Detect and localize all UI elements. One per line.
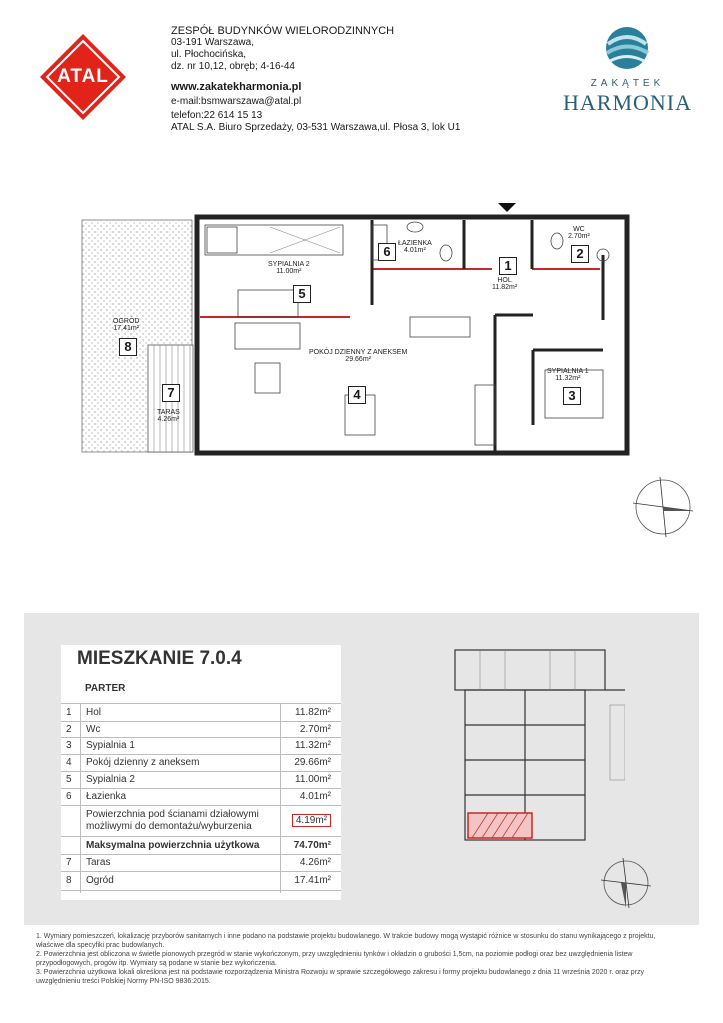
room-number-8: 8: [119, 338, 137, 356]
floor-label: PARTER: [85, 683, 126, 694]
room-number-2: 2: [571, 245, 589, 263]
divider: [61, 890, 341, 891]
header-line-2: 03-191 Warszawa,: [171, 37, 254, 48]
compass-small-icon: [601, 858, 651, 908]
footnote-line: właściwe dla specyfiki prac budowlanych.: [36, 942, 165, 949]
room-number-5: 5: [293, 285, 311, 303]
divider: [61, 854, 341, 855]
room-label-6: ŁAZIENKA 4.01m²: [398, 240, 432, 254]
footnote-line: uwzględnieniu treści Polskiej Normy PN-ISO 9836:2015.: [36, 978, 211, 985]
footnote-line: 1. Wymiary pomieszczeń, lokalizację przyborów sanitarnych i inne podano na podstawie projektu budowlanego. W trakcie budowy mogą wystąpić różnice w stosunku do stanu wynikającego z projektu,: [36, 933, 656, 940]
room-label-4: POKÓJ DZIENNY Z ANEKSEM 29.66m²: [309, 349, 408, 363]
brand-top: ZAKĄTEK: [590, 78, 665, 89]
header-line-3: ul. Płochocińska,: [171, 49, 247, 60]
atal-logo-text: ATAL: [57, 66, 109, 87]
office-address: ATAL S.A. Biuro Sprzedaży, 03-531 Warszawa,ul. Płosa 3, lok U1: [171, 122, 461, 133]
harmonia-logo: [560, 24, 695, 119]
email-link[interactable]: e-mail:bsmwarszawa@atal.pl: [171, 96, 302, 107]
room-label-3: SYPIALNIA 1 11.32m²: [547, 368, 589, 382]
divider-col: [80, 703, 81, 893]
brand-bottom: HARMONIA: [563, 90, 692, 115]
room-label-2: WC 2.70m²: [568, 226, 590, 240]
divider: [61, 788, 341, 789]
room-number-6: 6: [378, 243, 396, 261]
header-line-1: ZESPÓŁ BUDYNKÓW WIELORODZINNYCH: [171, 25, 395, 37]
entrance-arrow-icon: [498, 203, 516, 212]
harmonia-emblem-icon: [560, 24, 695, 74]
divider: [61, 805, 341, 806]
divider: [61, 771, 341, 772]
divider: [61, 871, 341, 872]
room-number-3: 3: [563, 387, 581, 405]
footnote-line: 2. Powierzchnia jest obliczona w świetle pionowych przegród w stanie wykończonym, przy uwzględnieniu tynków i okładzin o grubości 1,5cm, na poziomie podłogi oraz bez uwzględnienia listew: [36, 951, 633, 958]
room-number-7: 7: [162, 384, 180, 402]
footnote-line: przypodłogowych, progów itp. Wymiary są podane w stanie bez wykończenia.: [36, 960, 277, 967]
building-key-plan: [450, 645, 625, 845]
divider: [61, 754, 341, 755]
room-label-1: HOL 11.82m²: [492, 277, 518, 291]
atal-logo: [38, 32, 128, 122]
partition-value: 4.19m²: [292, 814, 331, 827]
divider-col: [280, 703, 281, 893]
room-label-5: SYPIALNIA 2 11.00m²: [268, 261, 310, 275]
floor-plan: [70, 195, 630, 460]
room-number-1: 1: [499, 257, 517, 275]
apartment-title: MIESZKANIE 7.0.4: [77, 648, 242, 669]
phone-text: telefon:22 614 15 13: [171, 110, 263, 121]
header-line-4: dz. nr 10,12, obręb; 4-16-44: [171, 61, 295, 72]
divider: [61, 703, 341, 704]
website-link[interactable]: www.zakatekharmonia.pl: [171, 81, 302, 93]
room-label-8: OGRÓD 17.41m²: [113, 318, 140, 332]
room-label-7: TARAS 4.26m²: [157, 409, 180, 423]
divider: [61, 721, 341, 722]
divider: [61, 737, 341, 738]
footnote-line: 3. Powierzchnia użytkowa lokali określona jest na podstawie rozporządzenia Ministra Rozwoju w sprawie szczegółowego zakresu i formy projektu budowlanego z dnia 11 września 2020 r. oraz przy: [36, 969, 645, 976]
compass-icon: [633, 477, 693, 537]
room-number-4: 4: [348, 386, 366, 404]
divider: [61, 836, 341, 837]
